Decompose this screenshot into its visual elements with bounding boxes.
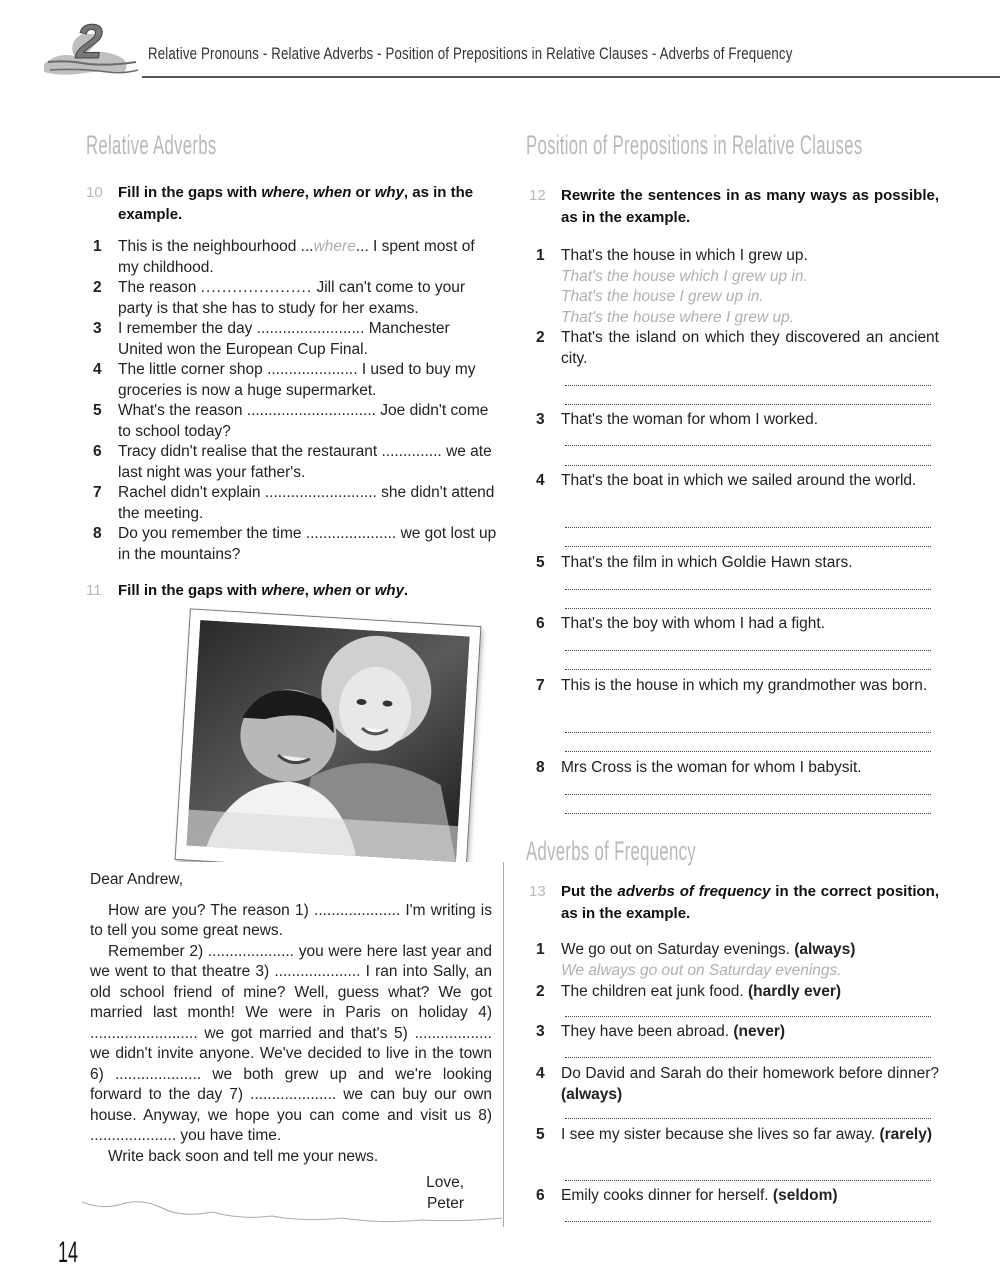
letter-paragraph: Write back soon and tell me your news. — [108, 1147, 379, 1165]
exercise-12-item — [536, 328, 939, 369]
torn-edge-decoration — [82, 1190, 502, 1230]
item-number: 8 — [93, 525, 102, 542]
instruction-text: Fill in the gaps with — [118, 184, 262, 201]
answer-line[interactable] — [565, 1057, 931, 1058]
item-number: 7 — [536, 677, 545, 694]
page-number: 14 — [58, 1236, 79, 1269]
instruction-word: why — [374, 582, 404, 599]
item-text: Joe didn't come to school today? — [118, 402, 489, 440]
item-text: They have been abroad. — [561, 1023, 730, 1040]
example-answer: That's the house I grew up in. — [561, 288, 764, 305]
instruction-text: in the correct position, as in the example. — [561, 883, 939, 922]
item-text: Emily cooks dinner for herself. — [561, 1187, 769, 1204]
instruction-text: , as in the example. — [118, 184, 474, 223]
gap[interactable]: ..................... — [200, 279, 313, 296]
answer-line[interactable] — [565, 1221, 931, 1222]
item-number: 6 — [93, 443, 102, 460]
instruction-word: why — [374, 184, 404, 201]
exercise-10-item — [93, 319, 498, 360]
instruction-text: Put the — [561, 883, 618, 900]
item-number: 4 — [536, 472, 545, 489]
letter-closing: Love, — [426, 1174, 464, 1191]
item-text: she didn't attend the meeting. — [118, 484, 495, 522]
unit-badge-icon — [38, 12, 142, 82]
unit-number: 2 — [76, 16, 103, 69]
exercise-13-item — [536, 1125, 939, 1146]
item-text: I used to buy my groceries is now a huge supermarket. — [118, 361, 476, 399]
letter-card — [82, 862, 504, 1227]
exercise-number: 13 — [529, 883, 546, 900]
item-number: 3 — [536, 1023, 545, 1040]
exercise-number: 12 — [529, 187, 546, 204]
exercise-10-item — [93, 237, 498, 278]
item-text: we ate last night was your father's. — [118, 443, 492, 481]
exercise-13-item — [536, 940, 939, 981]
instruction-word: where — [261, 582, 305, 599]
letter-signature: Peter — [426, 1194, 464, 1212]
section-title-prepositions: Position of Prepositions in Relative Clauses — [526, 130, 863, 160]
adverb-prompt: (always) — [561, 1085, 623, 1103]
item-number: 1 — [93, 238, 102, 255]
exercise-13-item — [536, 1064, 939, 1105]
answer-line[interactable] — [565, 1118, 931, 1119]
example-answer: where — [313, 238, 356, 255]
item-number: 1 — [536, 941, 545, 958]
item-text: What's the reason — [118, 402, 243, 419]
item-text: Manchester United won the European Cup Final. — [118, 320, 450, 358]
exercise-10-item — [93, 401, 498, 442]
instruction-word: when — [313, 582, 352, 599]
answer-line[interactable] — [565, 1180, 931, 1181]
item-number: 5 — [93, 402, 102, 419]
exercise-13-item — [536, 1186, 939, 1207]
exercise-12-item — [536, 471, 939, 492]
item-text: I see my sister because she lives so far away. — [561, 1126, 876, 1143]
item-text: The little corner shop — [118, 361, 263, 378]
adverb-prompt: (seldom) — [772, 1187, 838, 1204]
item-number: 6 — [536, 615, 545, 632]
instruction-text: or — [351, 184, 375, 201]
exercise-10-item — [93, 483, 498, 524]
exercise-12-item — [536, 410, 939, 431]
answer-line[interactable] — [565, 465, 931, 466]
item-number: 2 — [536, 329, 545, 346]
exercise-12-instruction — [529, 185, 939, 229]
item-text: Do David and Sarah do their homework before dinner? — [561, 1065, 939, 1082]
answer-line[interactable] — [565, 794, 931, 795]
item-number: 1 — [536, 247, 545, 264]
exercise-10-instruction — [86, 182, 498, 226]
exercise-13-item — [536, 1022, 939, 1043]
item-text: That's the film in which Goldie Hawn stars. — [561, 554, 853, 571]
answer-line[interactable] — [565, 589, 931, 590]
header-title: Relative Pronouns - Relative Adverbs - Position of Prepositions in Relative Clauses - Adverbs of Frequency — [148, 44, 793, 63]
instruction-text: . — [403, 582, 409, 599]
answer-line[interactable] — [565, 608, 931, 609]
exercise-number: 10 — [86, 184, 103, 201]
item-text: We go out on Saturday evenings. — [561, 941, 790, 958]
answer-line[interactable] — [565, 732, 931, 733]
item-text: That's the boy with whom I had a fight. — [561, 615, 826, 632]
adverb-prompt: (always) — [794, 941, 856, 958]
item-number: 3 — [93, 320, 102, 337]
item-text: This is the neighbourhood ... — [118, 238, 314, 255]
exercise-10-item — [93, 360, 498, 401]
instruction-word: adverbs of frequency — [617, 883, 771, 900]
answer-line[interactable] — [565, 527, 931, 528]
letter-paragraph: How are you? The reason 1) .................... I'm writing is to tell you some great news. — [90, 901, 492, 939]
exercise-12-item — [536, 676, 939, 697]
example-answer: That's the house where I grew up. — [561, 308, 795, 326]
photo-frame — [176, 609, 481, 876]
instruction-text: , — [304, 582, 314, 599]
adverb-prompt: (hardly ever) — [747, 983, 842, 1000]
instruction-word: when — [313, 184, 352, 201]
item-text: Mrs Cross is the woman for whom I babysit. — [561, 759, 862, 776]
item-text: ... I spent most of my childhood. — [118, 238, 475, 276]
item-text: That's the woman for whom I worked. — [561, 411, 819, 428]
item-text: That's the boat in which we sailed around the world. — [561, 472, 917, 489]
item-number: 4 — [93, 361, 102, 378]
item-number: 4 — [536, 1065, 545, 1082]
item-number: 5 — [536, 1126, 545, 1143]
header-divider — [142, 76, 1000, 78]
item-text: Jill can't come to your party is that she has to study for her exams. — [118, 279, 466, 317]
item-text: Rachel didn't explain — [118, 484, 261, 501]
answer-line[interactable] — [565, 1016, 931, 1017]
gap[interactable]: .......................... — [264, 484, 377, 501]
exercise-12-item — [536, 246, 939, 328]
gap[interactable]: .............................. — [246, 402, 376, 419]
section-title-relative-adverbs: Relative Adverbs — [86, 130, 217, 160]
page-header — [30, 8, 1000, 83]
exercise-11-instruction — [86, 580, 498, 602]
item-number: 3 — [536, 411, 545, 428]
gap[interactable]: ..................... — [267, 361, 358, 378]
item-text: That's the house in which I grew up. — [561, 247, 808, 264]
gap[interactable]: .............. — [381, 443, 442, 460]
item-text: That's the island on which they discovered an ancient city. — [561, 329, 939, 367]
exercise-10-item — [93, 442, 498, 483]
section-title-adverbs-of-frequency: Adverbs of Frequency — [526, 836, 696, 866]
exercise-12-item — [536, 758, 939, 779]
couple-photo — [186, 620, 469, 862]
item-text: I remember the day — [118, 320, 253, 337]
letter-greeting: Dear Andrew, — [90, 871, 184, 888]
gap[interactable]: ..................... — [305, 525, 397, 542]
answer-line[interactable] — [565, 385, 931, 386]
answer-line[interactable] — [565, 813, 931, 814]
letter-paragraph: Remember 2) .................... you were here last year and we went to that theatre 3) .................... I ran into Sally, an old school friend of mine? Well, guess what? We got married last month! We were in Paris on holiday 4) ......................... we got married and that's 5) .................. we didn't invite anyone. We've decided to live in the town 6) .................... we both grew up and we're looking forward to the day 7) .................... we can buy our own house. Anyway, we hope you can come and visit us 8) .................... you have time. — [90, 942, 492, 1144]
item-text: The children eat junk food. — [561, 983, 744, 1000]
item-text: Do you remember the time — [118, 525, 302, 542]
adverb-prompt: (never) — [733, 1023, 786, 1040]
exercise-10-item — [93, 524, 498, 565]
item-number: 2 — [93, 279, 102, 296]
answer-line[interactable] — [565, 404, 931, 405]
exercise-10-item — [93, 278, 498, 319]
exercise-13-item — [536, 982, 939, 1003]
example-answer: We always go out on Saturday evenings. — [561, 961, 842, 979]
item-text: This is the house in which my grandmother was born. — [561, 677, 928, 694]
instruction-text: or — [351, 582, 375, 599]
item-text: we got lost up in the mountains? — [118, 525, 497, 563]
instruction-text: , — [304, 184, 314, 201]
adverb-prompt: (rarely) — [879, 1126, 933, 1143]
item-number: 5 — [536, 554, 545, 571]
item-number: 7 — [93, 484, 102, 501]
item-text: Tracy didn't realise that the restaurant — [118, 443, 378, 460]
letter-body — [90, 870, 492, 1214]
instruction-text: Rewrite the sentences in as many ways as possible, as in the example. — [561, 187, 939, 226]
item-number: 6 — [536, 1187, 545, 1204]
instruction-text: Fill in the gaps with — [118, 582, 262, 599]
answer-line[interactable] — [565, 650, 931, 651]
item-number: 8 — [536, 759, 545, 776]
exercise-13-instruction — [529, 881, 939, 925]
exercise-number: 11 — [86, 582, 102, 599]
answer-line[interactable] — [565, 751, 931, 752]
example-answer: That's the house which I grew up in. — [561, 267, 808, 285]
exercise-12-item — [536, 614, 939, 635]
item-number: 2 — [536, 983, 545, 1000]
instruction-word: where — [261, 184, 305, 201]
exercise-12-item — [536, 553, 939, 574]
answer-line[interactable] — [565, 546, 931, 547]
item-text: The reason — [118, 279, 197, 296]
answer-line[interactable] — [565, 445, 931, 446]
gap[interactable]: ......................... — [256, 320, 365, 337]
answer-line[interactable] — [565, 669, 931, 670]
